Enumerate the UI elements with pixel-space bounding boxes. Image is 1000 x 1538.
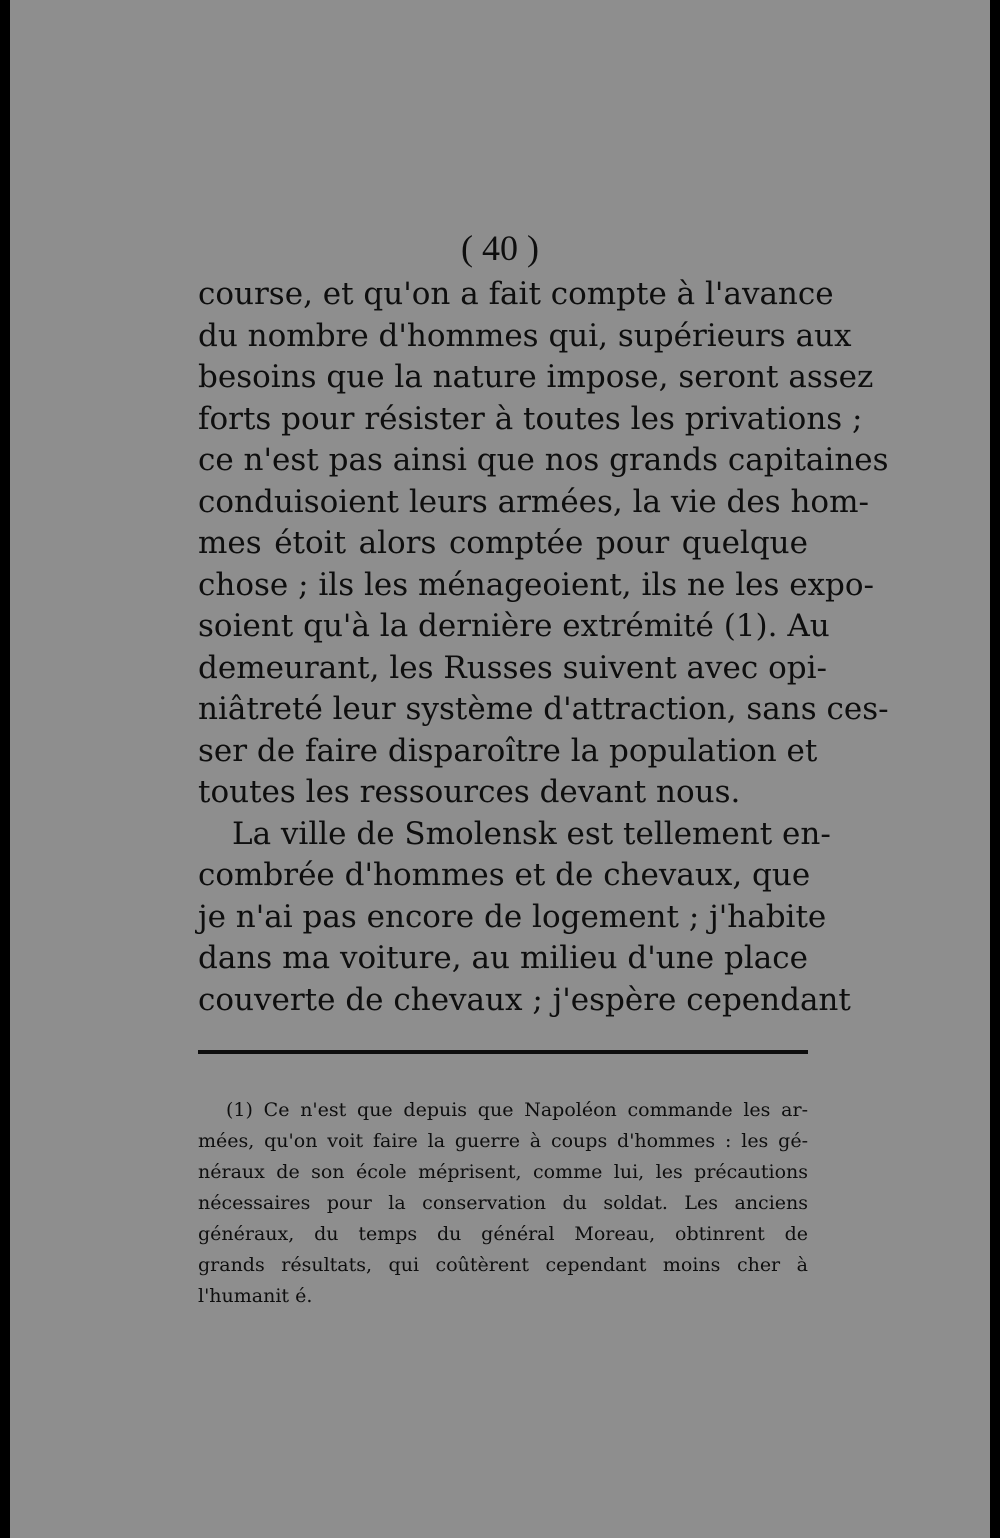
- body-line: conduisoient leurs armées, la vie des hom-: [198, 483, 869, 520]
- body-line: mes étoit alors comptée pour quelque: [198, 525, 808, 561]
- body-line: niâtreté leur système d'attraction, sans ces-: [198, 691, 889, 727]
- footnote-line: généraux, du temps du général Moreau, obtinrent de: [198, 1223, 808, 1245]
- footnote-line: (1) Ce n'est que depuis que Napoléon commande les ar-: [226, 1099, 808, 1121]
- body-line: dans ma voiture, au milieu d'une place: [198, 940, 808, 976]
- body-line: du nombre d'hommes qui, supérieurs aux: [198, 317, 852, 354]
- body-line: demeurant, les Russes suivent avec opi-: [198, 649, 827, 686]
- body-text: [198, 274, 889, 1021]
- footnote-line: l'humanit é.: [198, 1285, 313, 1307]
- footnote-line: mées, qu'on voit faire la guerre à coups d'hommes : les gé-: [198, 1130, 808, 1152]
- footnote: [198, 1095, 808, 1312]
- footnote-line: nécessaires pour la conservation du soldat. Les anciens: [198, 1192, 808, 1214]
- body-line: toutes les ressources devant nous.: [198, 774, 741, 810]
- page-number: ( 40 ): [461, 228, 539, 268]
- body-line: chose ; ils les ménageoient, ils ne les expo-: [198, 566, 875, 603]
- footnote-line: néraux de son école méprisent, comme lui, les précautions: [198, 1161, 808, 1183]
- body-line: ce n'est pas ainsi que nos grands capitaines: [198, 442, 889, 478]
- body-line: ser de faire disparoître la population et: [198, 732, 818, 769]
- body-line: La ville de Smolensk est tellement en-: [232, 815, 831, 852]
- footnote-rule: [198, 1050, 808, 1054]
- body-line: besoins que la nature impose, seront assez: [198, 359, 874, 395]
- body-line: combrée d'hommes et de chevaux, que: [198, 857, 811, 893]
- footnote-line: grands résultats, qui coûtèrent cependant moins cher à: [198, 1254, 808, 1276]
- body-line: course, et qu'on a fait compte à l'avance: [198, 276, 834, 312]
- body-line: couverte de chevaux ; j'espère cependant: [198, 981, 851, 1018]
- body-line: soient qu'à la dernière extrémité (1). Au: [198, 608, 830, 644]
- body-line: forts pour résister à toutes les privations ;: [198, 400, 863, 437]
- body-line: je n'ai pas encore de logement ; j'habite: [198, 898, 827, 935]
